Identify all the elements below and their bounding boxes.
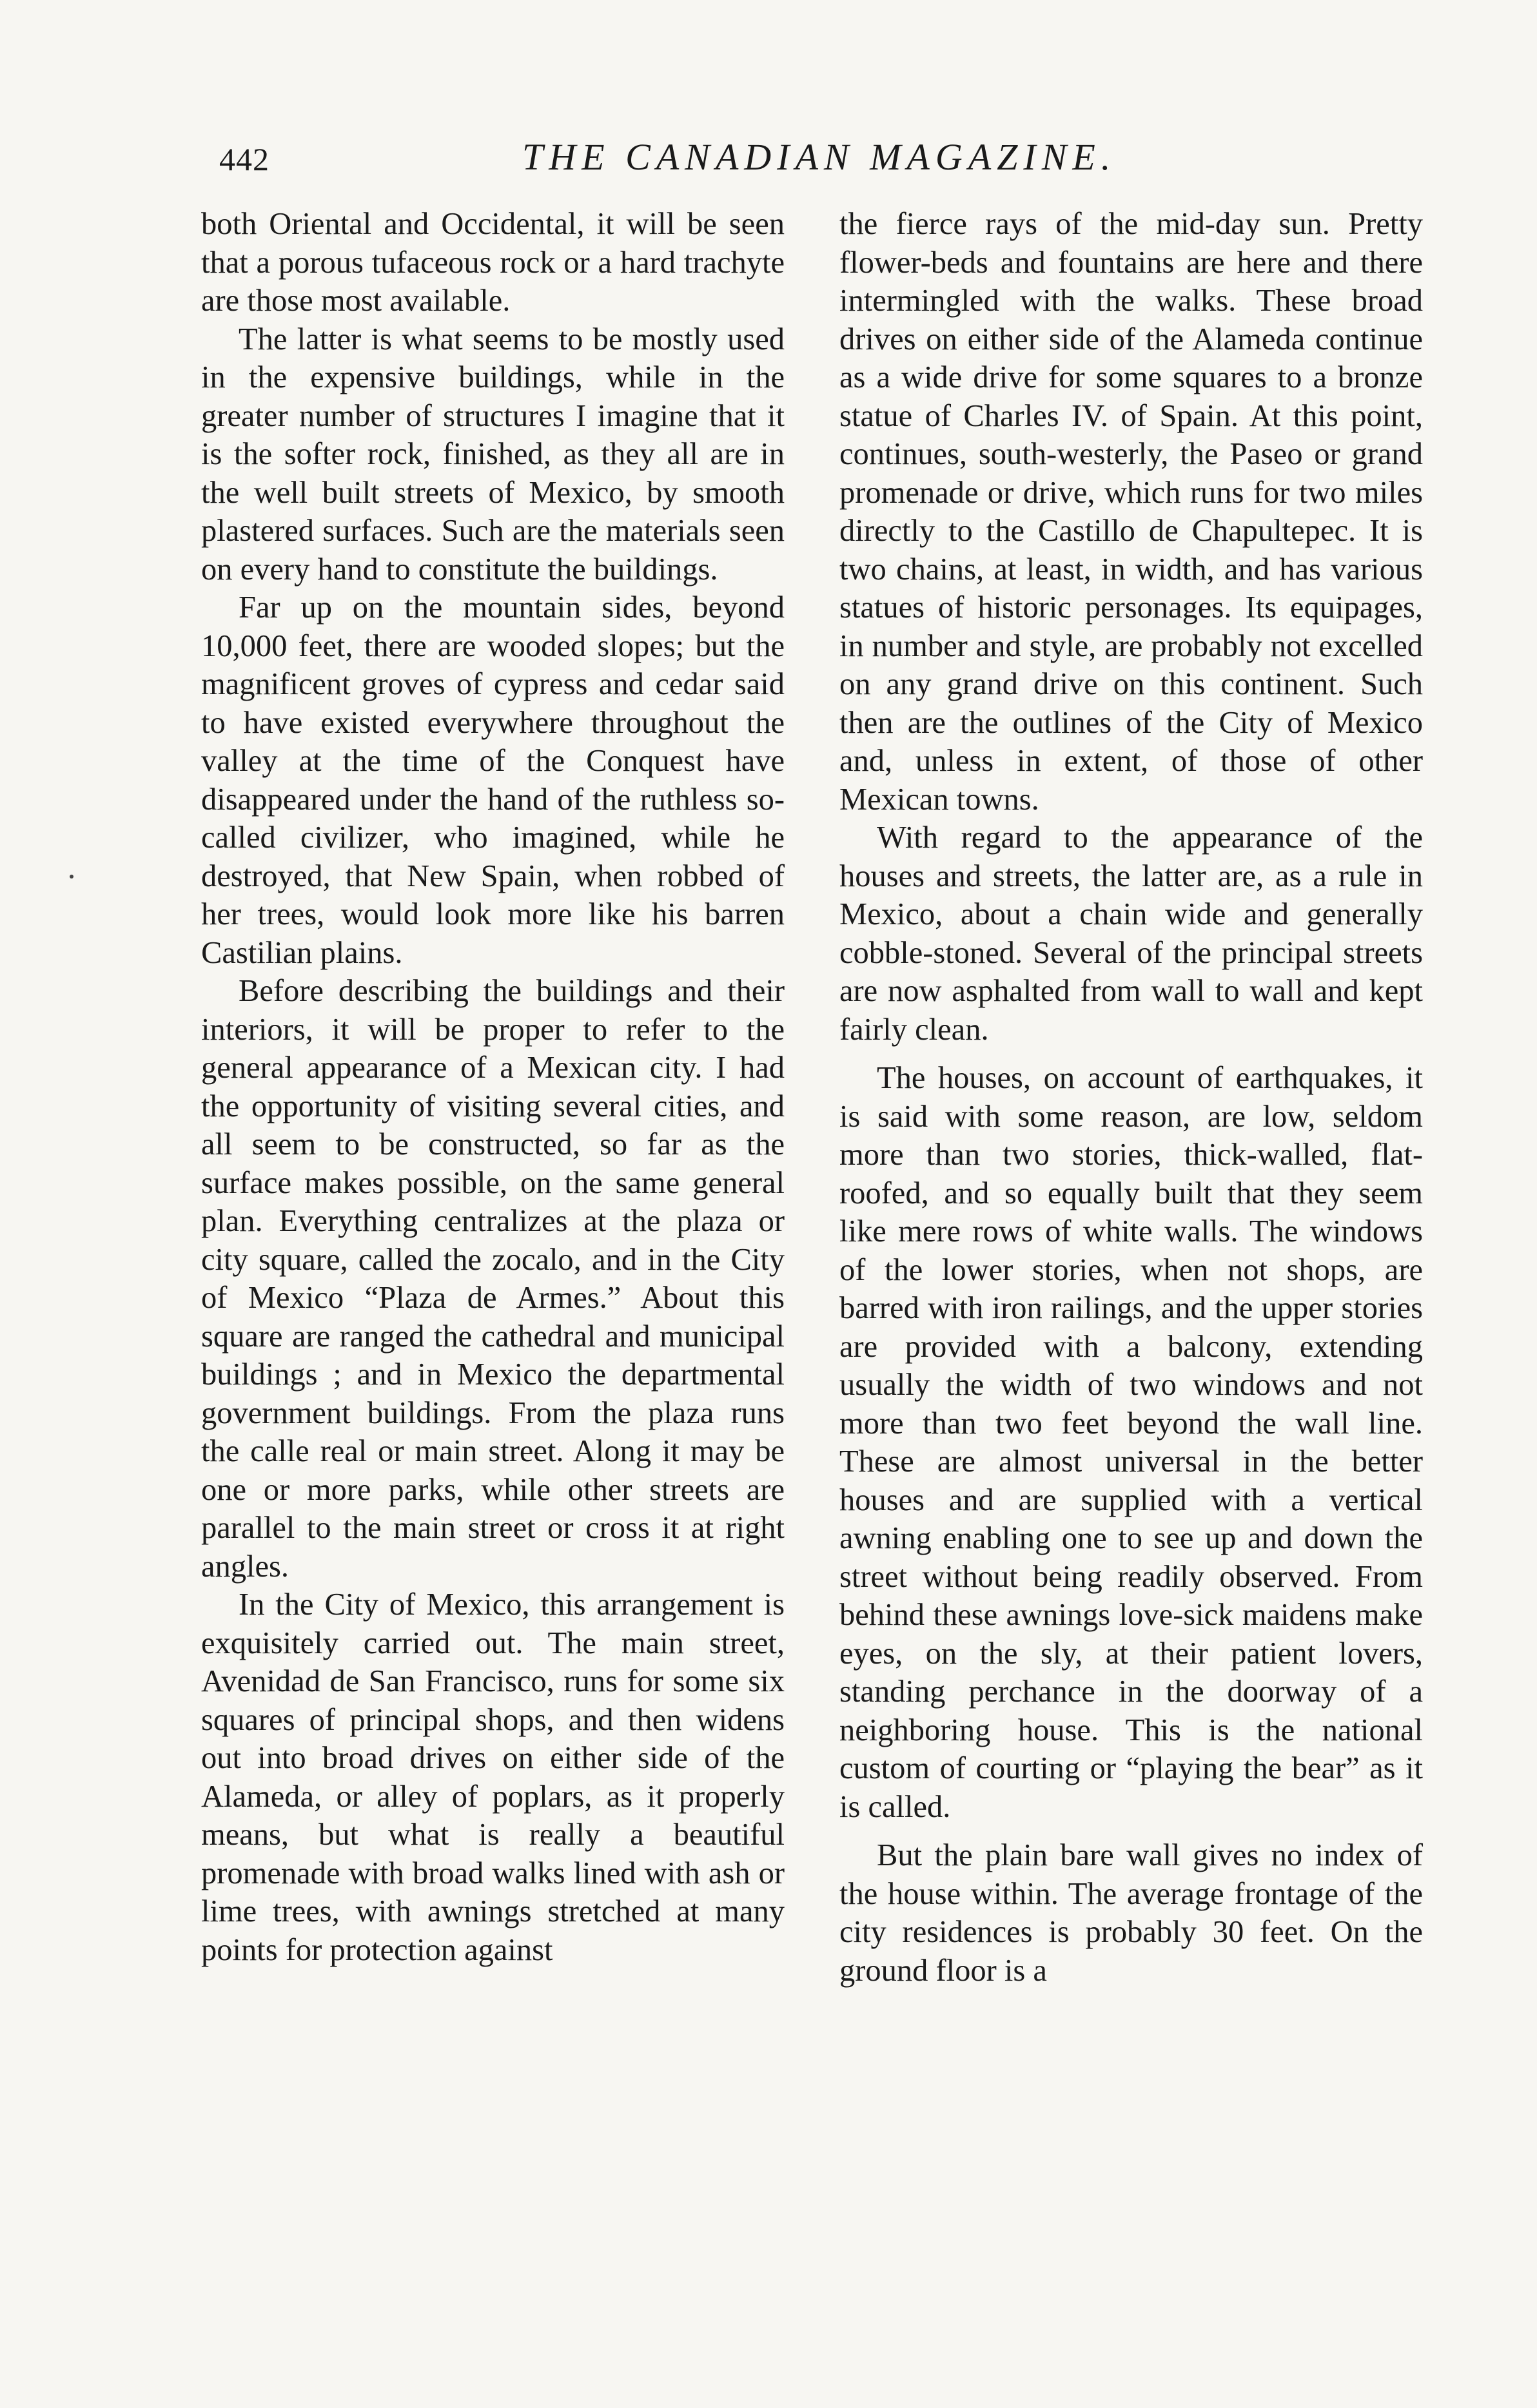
page-number: 442 xyxy=(219,141,269,177)
paragraph: Far up on the mountain sides, beyond 10,000 feet, there are wooded slopes; but the magnificent groves of cypress and cedar said to have existed everywhere throughout the valley at the time of the Conquest have disappeared under the hand of the ruthless so-called civilizer, who imagined, while he destroyed, that New Spain, when robbed of her trees, would look more like his barren Castilian plains. xyxy=(201,590,785,970)
page-header xyxy=(219,135,1470,187)
paragraph: The houses, on account of earthquakes, it is said with some reason, are low, seldom more than two stories, thick-walled, flat-roofed, and so equally built that they seem like mere rows of white walls. The windows of the lower stories, when not shops, are barred with iron railings, and the upper stories are provided with a balcony, extending usually the width of two windows and not more than two feet beyond the wall line. These are almost universal in the better houses and are supplied with a vertical awning enabling one to see up and down the street without being readily observed. From behind these awnings love-sick maidens make eyes, on the sly, at their patient lovers, standing perchance in the doorway of a neighboring house. This is the national custom of courting or “playing the bear” as it is called. xyxy=(839,1061,1423,1824)
paragraph: With regard to the appearance of the houses and streets, the latter are, as a rule in Mexico, about a chain wide and generally cobble-stoned. Several of the principal streets are now asphalted from wall to wall and kept fairly clean. xyxy=(839,820,1423,1047)
right-column xyxy=(839,205,1423,1990)
paragraph: the fierce rays of the mid-day sun. Pretty flower-beds and fountains are here and there intermingled with the walks. These broad drives on either side of the Alameda continue as a wide drive for some squares to a bronze statue of Charles IV. of Spain. At this point, continues, south-westerly, the Paseo or grand promenade or drive, which runs for two miles directly to the Castillo de Chapultepec. It is two chains, at least, in width, and has various statues of historic personages. Its equipages, in number and style, are probably not excelled on any grand drive on this continent. Such then are the outlines of the City of Mexico and, unless in extent, of those of other Mexican towns. xyxy=(839,207,1423,817)
paragraph: In the City of Mexico, this arrangement is exquisitely carried out. The main street, Avenidad de San Francisco, runs for some six squares of principal shops, and then widens out into broad drives on either side of the Alameda, or alley of poplars, as it properly means, but what is really a beautiful promenade with broad walks lined with ash or lime trees, with awnings stretched at many points for protection against xyxy=(201,1588,785,1967)
stray-ink-mark xyxy=(70,875,73,879)
running-title: THE CANADIAN MAGAZINE. xyxy=(522,136,1117,178)
paragraph: But the plain bare wall gives no index of the house within. The average frontage of the city residences is probably 30 feet. On the ground floor is a xyxy=(839,1838,1423,1988)
paragraph: both Oriental and Occidental, it will be seen that a porous tufaceous rock or a hard trachyte are those most available. xyxy=(201,207,785,318)
left-column xyxy=(201,205,785,1969)
paragraph: Before describing the buildings and their interiors, it will be proper to refer to the general appearance of a Mexican city. I had the opportunity of visiting several cities, and all seem to be constructed, so far as the surface makes possible, on the same general plan. Everything centralizes at the plaza or city square, called the zocalo, and in the City of Mexico “Plaza de Armes.” About this square are ranged the cathedral and municipal buildings ; and in Mexico the departmental government buildings. From the plaza runs the calle real or main street. Along it may be one or more parks, while other streets are parallel to the main street or cross it at right angles. xyxy=(201,974,785,1584)
paragraph: The latter is what seems to be mostly used in the expensive buildings, while in the greater number of structures I imagine that it is the softer rock, finished, as they all are in the well built streets of Mexico, by smooth plastered surfaces. Such are the materials seen on every hand to constitute the buildings. xyxy=(201,322,785,587)
